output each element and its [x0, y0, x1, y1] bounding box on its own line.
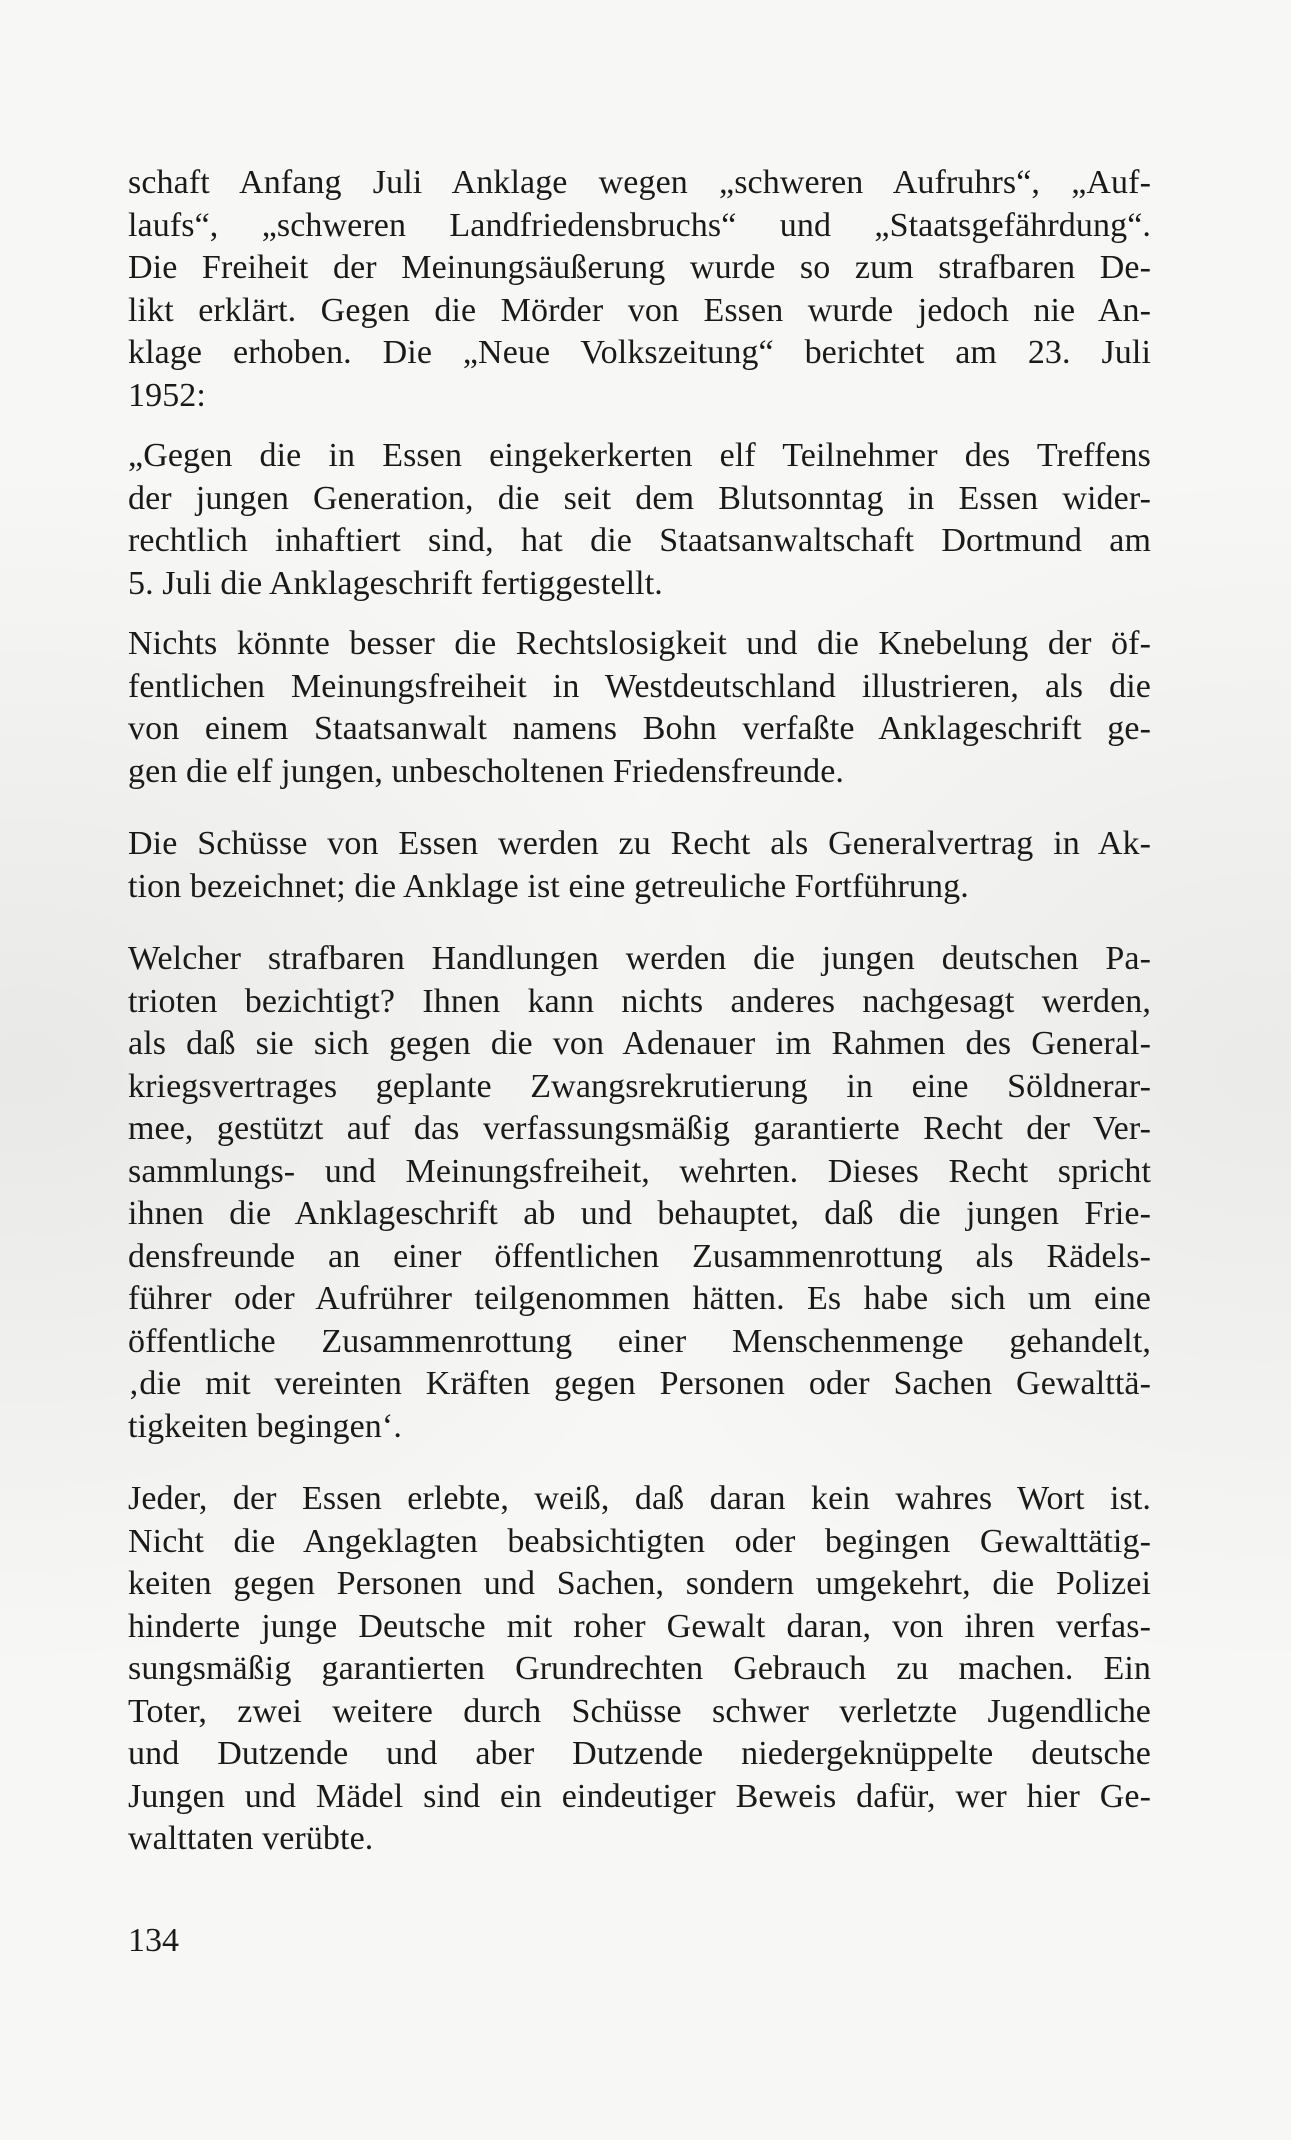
text-line: Die Freiheit der Meinungsäußerung wurde so zum strafbaren De-	[128, 249, 1151, 286]
text-line: laufs“, „schweren Landfriedensbruchs“ und „Staatsgefährdung“.	[128, 206, 1151, 244]
text-line: rechtlich inhaftiert sind, hat die Staatsanwaltschaft Dortmund am	[128, 522, 1151, 559]
paragraph-5	[128, 938, 1151, 1448]
page-number: 134	[128, 1922, 179, 1959]
text-line: klage erhoben. Die „Neue Volkszeitung“ berichtet am 23. Juli	[128, 334, 1151, 371]
text-line: sungsmäßig garantierten Grundrechten Gebrauch zu machen. Ein	[128, 1650, 1151, 1687]
text-line: ihnen die Anklageschrift ab und behauptet, daß die jungen Frie-	[128, 1195, 1151, 1232]
text-line: der jungen Generation, die seit dem Blutsonntag in Essen wider-	[128, 479, 1151, 517]
text-line: Nicht die Angeklagten beabsichtigten oder begingen Gewalttätig-	[128, 1522, 1151, 1560]
text-line: von einem Staatsanwalt namens Bohn verfaßte Anklageschrift ge-	[128, 710, 1151, 747]
text-line: kriegsvertrages geplante Zwangsrekrutierung in eine Söldnerar-	[128, 1067, 1151, 1105]
text-line: mee, gestützt auf das verfassungsmäßig garantierte Recht der Ver-	[128, 1110, 1151, 1147]
text-line: trioten bezichtigt? Ihnen kann nichts anderes nachgesagt werden,	[128, 982, 1151, 1020]
body-text	[128, 162, 1151, 1879]
text-line: Die Schüsse von Essen werden zu Recht als Generalvertrag in Ak-	[128, 825, 1151, 862]
text-line: fentlichen Meinungsfreiheit in Westdeutschland illustrieren, als die	[128, 667, 1151, 705]
paragraph-1	[128, 162, 1151, 417]
text-line: „Gegen die in Essen eingekerkerten elf Teilnehmer des Treffens	[128, 437, 1151, 474]
text-line: 1952:	[128, 376, 206, 414]
paragraph-2-quote	[128, 435, 1151, 605]
text-line: führer oder Aufrührer teilgenommen hätten. Es habe sich um eine	[128, 1280, 1151, 1317]
text-line: Welcher strafbaren Handlungen werden die jungen deutschen Pa-	[128, 940, 1151, 977]
text-line: Toter, zwei weitere durch Schüsse schwer verletzte Jugendliche	[128, 1692, 1151, 1730]
paragraph-4	[128, 823, 1151, 908]
text-line: Jungen und Mädel sind ein eindeutiger Beweis dafür, wer hier Ge-	[128, 1777, 1151, 1815]
text-line: Jeder, der Essen erlebte, weiß, daß daran kein wahres Wort ist.	[128, 1480, 1151, 1517]
text-line: ‚die mit vereinten Kräften gegen Personen oder Sachen Gewalttä-	[128, 1365, 1151, 1402]
text-line: öffentliche Zusammenrottung einer Menschenmenge gehandelt,	[128, 1322, 1151, 1360]
paragraph-6	[128, 1478, 1151, 1861]
text-line: densfreunde an einer öffentlichen Zusammenrottung als Rädels-	[128, 1237, 1151, 1275]
text-line: schaft Anfang Juli Anklage wegen „schweren Aufruhrs“, „Auf-	[128, 164, 1151, 201]
text-line: walttaten verübte.	[128, 1820, 374, 1857]
text-line: tigkeiten begingen‘.	[128, 1407, 402, 1445]
text-line: Nichts könnte besser die Rechtslosigkeit und die Knebelung der öf-	[128, 625, 1151, 662]
text-line: gen die elf jungen, unbescholtenen Friedensfreunde.	[128, 752, 845, 790]
paragraph-3	[128, 623, 1151, 793]
text-line: likt erklärt. Gegen die Mörder von Essen wurde jedoch nie An-	[128, 291, 1151, 329]
text-line: 5. Juli die Anklageschrift fertiggestellt.	[128, 564, 663, 602]
text-line: hinderte junge Deutsche mit roher Gewalt daran, von ihren verfas-	[128, 1607, 1151, 1645]
text-line: sammlungs- und Meinungsfreiheit, wehrten. Dieses Recht spricht	[128, 1152, 1151, 1190]
text-line: und Dutzende und aber Dutzende niedergeknüppelte deutsche	[128, 1735, 1151, 1772]
text-line: als daß sie sich gegen die von Adenauer im Rahmen des General-	[128, 1025, 1151, 1062]
text-line: keiten gegen Personen und Sachen, sondern umgekehrt, die Polizei	[128, 1565, 1151, 1602]
text-line: tion bezeichnet; die Anklage ist eine getreuliche Fortführung.	[128, 867, 969, 905]
